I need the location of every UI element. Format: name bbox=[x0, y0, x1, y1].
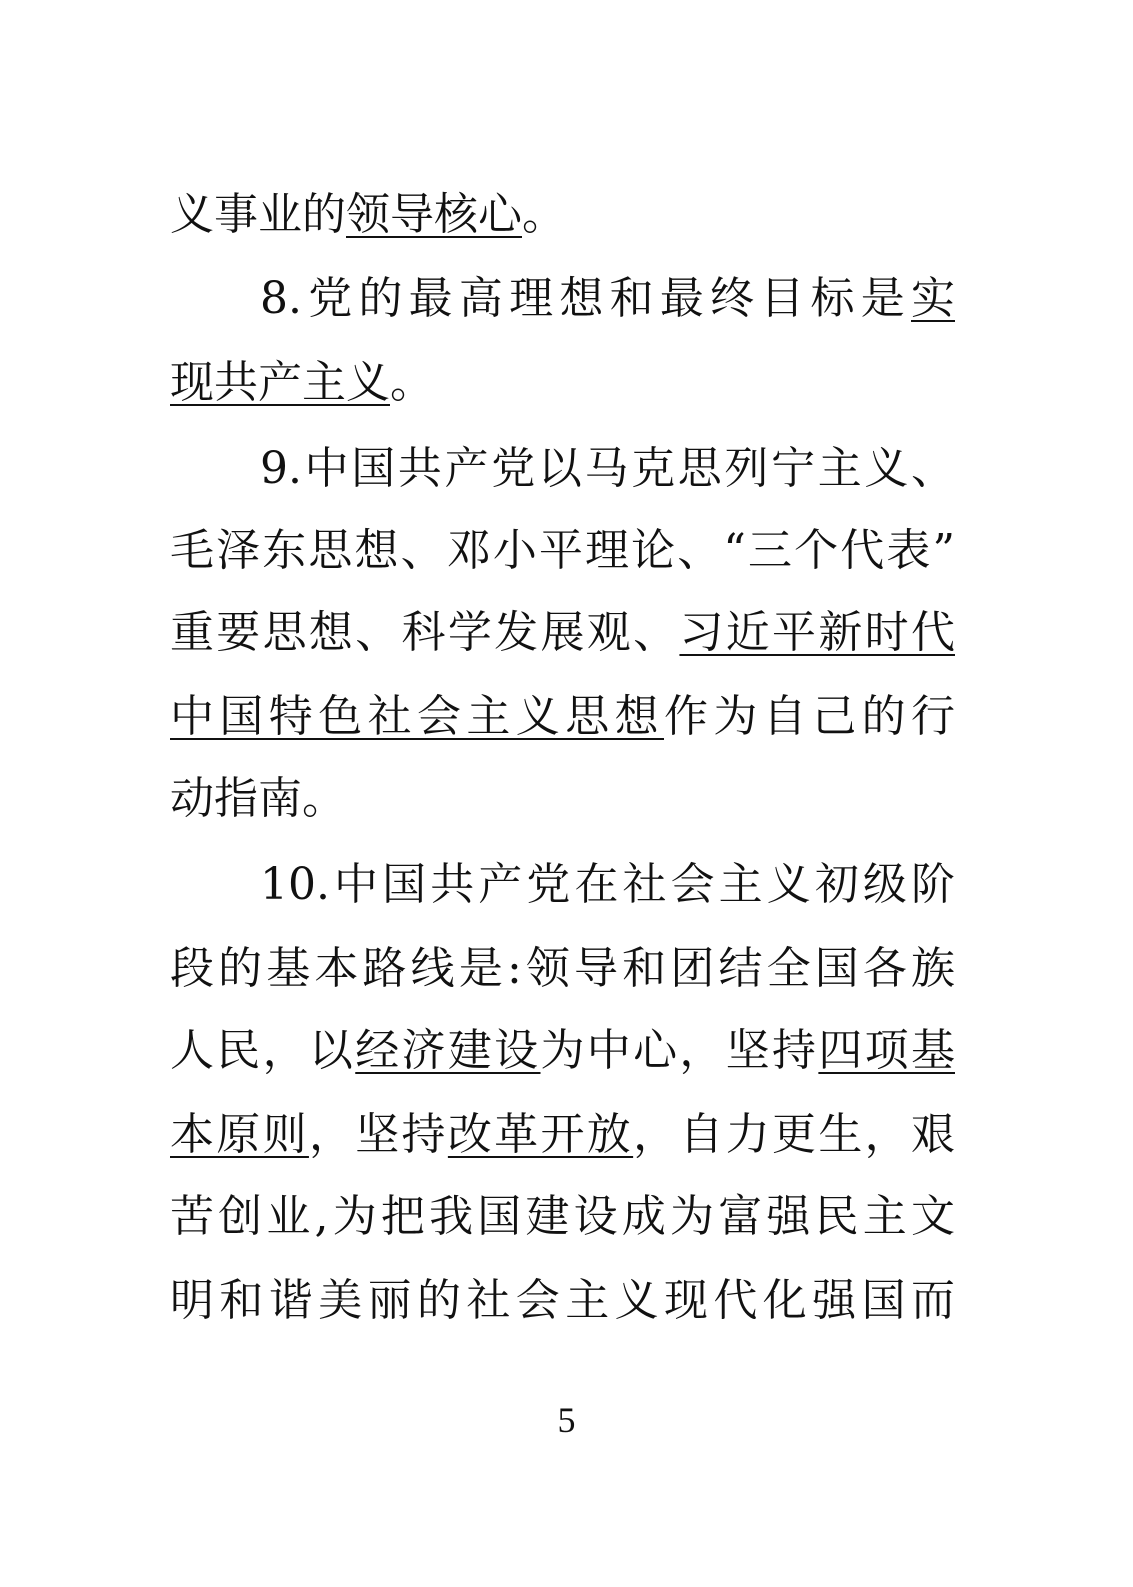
text-run: 人民，以 bbox=[170, 1025, 356, 1076]
underlined-answer: 中国特色社会主义思想 bbox=[170, 691, 664, 742]
underlined-answer: 现共产主义 bbox=[170, 357, 390, 408]
underlined-answer: 领导核心 bbox=[346, 189, 522, 240]
text-line bbox=[170, 758, 955, 840]
text-run: 10.中国共产党在社会主义初级阶 bbox=[260, 859, 955, 910]
text-run: 苦创业,为把我国建设成为富强民主文 bbox=[170, 1191, 955, 1242]
underlined-answer: 四项基 bbox=[818, 1025, 955, 1076]
text-run: 8.党的最高理想和最终目标是 bbox=[260, 273, 911, 324]
text-line bbox=[170, 258, 955, 340]
page-number: 5 bbox=[557, 1400, 576, 1440]
underlined-answer: 改革开放 bbox=[447, 1109, 634, 1160]
text-run: 9.中国共产党以马克思列宁主义、 bbox=[260, 443, 955, 494]
text-run: 。 bbox=[522, 189, 566, 240]
text-run: ，自力更生，艰 bbox=[633, 1109, 955, 1160]
text-line bbox=[170, 676, 955, 758]
underlined-answer: 实 bbox=[911, 273, 955, 324]
text-line bbox=[170, 174, 955, 256]
text-line bbox=[170, 592, 955, 674]
text-line bbox=[170, 1260, 955, 1342]
text-line bbox=[170, 1010, 955, 1092]
text-line bbox=[170, 1176, 955, 1258]
text-run: 重要思想、科学发展观、 bbox=[170, 607, 680, 658]
text-line bbox=[170, 928, 955, 1010]
text-line bbox=[170, 428, 955, 510]
text-run: 段的基本路线是:领导和团结全国各族 bbox=[170, 943, 955, 994]
underlined-answer: 习近平新时代 bbox=[679, 607, 955, 658]
text-line bbox=[170, 1094, 955, 1176]
text-run: 明和谐美丽的社会主义现代化强国而 bbox=[170, 1275, 955, 1326]
text-run: 为中心，坚持 bbox=[540, 1025, 819, 1076]
text-run: 毛泽东思想、邓小平理论、“三个代表” bbox=[170, 525, 955, 576]
text-run: 动指南。 bbox=[170, 773, 346, 824]
text-line bbox=[170, 844, 955, 926]
text-run: 。 bbox=[390, 357, 434, 408]
underlined-answer: 本原则 bbox=[170, 1109, 309, 1160]
text-line bbox=[170, 342, 955, 424]
text-run: 义事业的 bbox=[170, 189, 346, 240]
text-run: ，坚持 bbox=[308, 1109, 448, 1160]
underlined-answer: 经济建设 bbox=[355, 1025, 541, 1076]
text-run: 作为自己的行 bbox=[664, 691, 955, 742]
text-line bbox=[170, 510, 955, 592]
